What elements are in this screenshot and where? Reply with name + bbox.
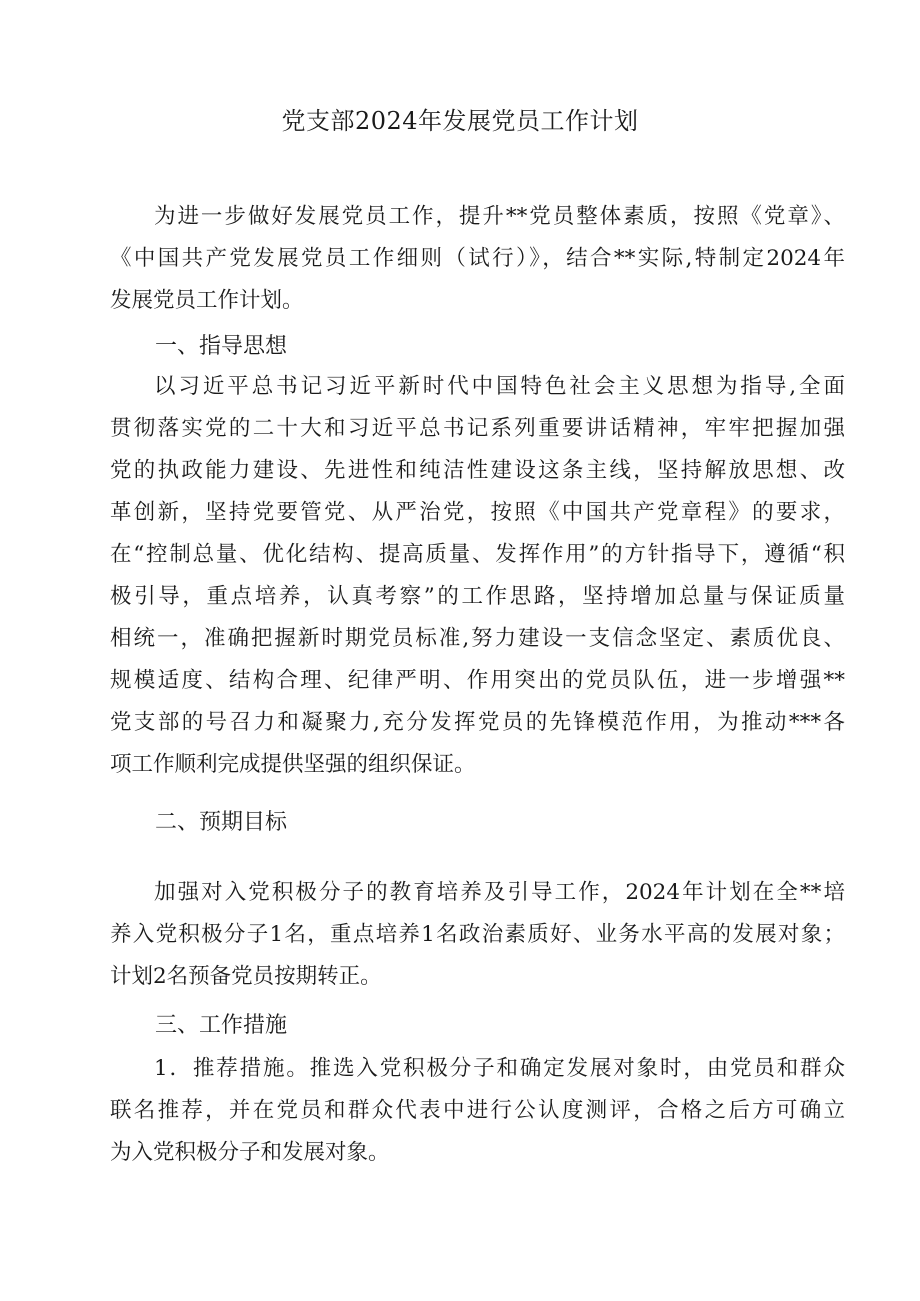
paragraph-line: 革创新，坚持党要管党、从严治党，按照《中国共产党章程》的要求， bbox=[110, 500, 845, 525]
paragraph-line: 加强对入党积极分子的教育培养及引导工作，2024年计划在全**培 bbox=[154, 880, 845, 905]
paragraph-line: 在“控制总量、优化结构、提高质量、发挥作用”的方针指导下，遵循“积 bbox=[110, 542, 845, 567]
section1-paragraph bbox=[110, 366, 845, 786]
intro-paragraph bbox=[110, 196, 845, 322]
paragraph-line: 党的执政能力建设、先进性和纯洁性建设这条主线，坚持解放思想、改 bbox=[110, 458, 845, 483]
paragraph-line: 发展党员工作计划。 bbox=[110, 288, 304, 313]
paragraph-line: 《中国共产党发展党员工作细则（试行）》，结合**实际,特制定2024年 bbox=[110, 246, 845, 271]
section3-paragraph bbox=[110, 1048, 845, 1174]
paragraph-line: 联名推荐，并在党员和群众代表中进行公认度测评，合格之后方可确立 bbox=[110, 1098, 845, 1123]
section-heading-expected-goals: 二、预期目标 bbox=[155, 810, 288, 835]
document-title: 党支部2024年发展党员工作计划 bbox=[281, 107, 639, 135]
paragraph-line: 规模适度、结构合理、纪律严明、作用突出的党员队伍，进一步增强** bbox=[110, 668, 845, 693]
paragraph-line: 项工作顺利完成提供坚强的组织保证。 bbox=[110, 752, 476, 777]
paragraph-line: 养入党积极分子1名，重点培养1名政治素质好、业务水平高的发展对象； bbox=[110, 922, 845, 947]
section-heading-guiding-ideology: 一、指导思想 bbox=[155, 334, 288, 359]
paragraph-line: 党支部的号召力和凝聚力,充分发挥党员的先锋模范作用，为推动***各 bbox=[110, 710, 845, 735]
paragraph-line: 极引导，重点培养，认真考察”的工作思路，坚持增加总量与保证质量 bbox=[110, 584, 845, 609]
paragraph-line: 为入党积极分子和发展对象。 bbox=[110, 1140, 390, 1165]
paragraph-line: 贯彻落实党的二十大和习近平总书记系列重要讲话精神，牢牢把握加强 bbox=[110, 416, 845, 441]
paragraph-line: 1．推荐措施。推选入党积极分子和确定发展对象时，由党员和群众 bbox=[154, 1056, 845, 1081]
section2-paragraph bbox=[110, 872, 845, 998]
paragraph-line: 为进一步做好发展党员工作，提升**党员整体素质，按照《党章》、 bbox=[154, 204, 845, 229]
paragraph-line: 以习近平总书记习近平新时代中国特色社会主义思想为指导,全面 bbox=[154, 374, 845, 399]
paragraph-line: 计划2名预备党员按期转正。 bbox=[110, 964, 382, 989]
section-heading-work-measures: 三、工作措施 bbox=[155, 1013, 288, 1038]
paragraph-line: 相统一，准确把握新时期党员标准,努力建设一支信念坚定、素质优良、 bbox=[110, 626, 845, 651]
